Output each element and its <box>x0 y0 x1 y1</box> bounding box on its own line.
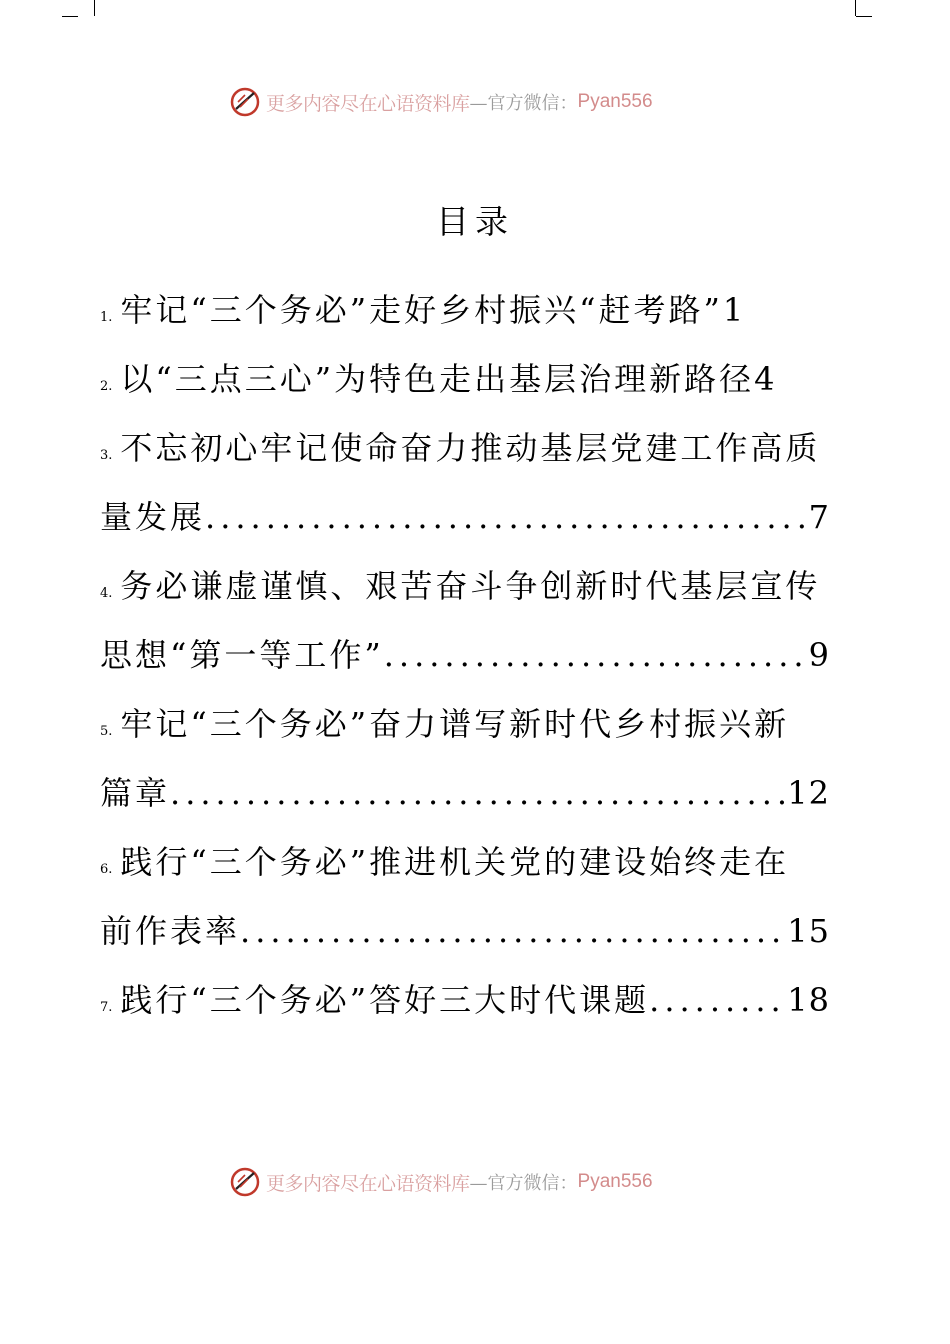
brand-logo-icon <box>228 1165 262 1199</box>
toc-title: 践行“三个务必”推进机关党的建设始终走在 <box>120 843 790 881</box>
toc-number: 3. <box>100 448 113 463</box>
toc-entry-3[interactable] <box>100 418 830 478</box>
toc-leader-dots <box>384 625 809 685</box>
toc-entry-4[interactable] <box>100 556 830 616</box>
header-account: Pyan556 <box>577 91 653 112</box>
footer-brand: 更多内容尽在心语资料库 <box>266 1172 470 1195</box>
page-title: 目录 <box>436 202 514 241</box>
toc-number: 4. <box>100 586 113 601</box>
toc-number: 7. <box>100 1000 113 1015</box>
crop-mark-top-left <box>78 0 95 16</box>
crop-mark-top-right-h <box>856 16 872 17</box>
toc-leader-dots <box>240 901 787 961</box>
footer-account: Pyan556 <box>577 1171 653 1192</box>
toc-entry-3-cont[interactable] <box>100 487 830 547</box>
toc-title: 以“三点三心”为特色走出基层治理新路径 <box>120 360 755 398</box>
toc-entry-5[interactable] <box>100 694 830 754</box>
toc-page-number: 12 <box>787 774 830 812</box>
toc-page-number: 4 <box>754 360 776 398</box>
crop-mark-top-right <box>855 0 872 16</box>
toc-title-cont: 篇章 <box>100 774 171 812</box>
toc-page-number: 9 <box>808 636 830 674</box>
toc-title-cont: 量发展 <box>100 498 206 536</box>
toc-entry-1[interactable] <box>100 280 830 340</box>
toc-number: 6. <box>100 862 113 877</box>
toc-entry-2[interactable] <box>100 349 830 409</box>
header-brand: 更多内容尽在心语资料库 <box>266 92 470 115</box>
header-separator: —官方微信： <box>469 93 578 114</box>
header-watermark <box>228 84 728 120</box>
toc-entry-7[interactable] <box>100 970 830 1030</box>
toc-entry-5-cont[interactable] <box>100 763 830 823</box>
toc-title: 牢记“三个务必”走好乡村振兴“赶考路” <box>120 291 723 329</box>
crop-mark-top-left-h <box>62 16 78 17</box>
toc-page-number: 18 <box>787 981 830 1019</box>
toc-leader-dots <box>649 970 787 1030</box>
footer-watermark <box>228 1164 728 1200</box>
toc-title: 牢记“三个务必”奋力谱写新时代乡村振兴新 <box>120 705 790 743</box>
toc-number: 5. <box>100 724 113 739</box>
footer-separator: —官方微信： <box>469 1173 578 1194</box>
toc-page-number: 7 <box>808 498 830 536</box>
toc-title: 不忘初心牢记使命奋力推动基层党建工作高质 <box>120 429 821 467</box>
toc-leader-dots <box>205 487 809 547</box>
toc-title-cont: 前作表率 <box>100 912 241 950</box>
toc-page-number: 1 <box>722 291 745 329</box>
toc-title-cont: 思想“第一等工作” <box>100 636 384 674</box>
toc-title: 务必谦虚谨慎、艰苦奋斗争创新时代基层宣传 <box>120 567 821 605</box>
brand-logo-icon <box>228 85 262 119</box>
toc-number: 2. <box>100 379 113 394</box>
toc-entry-6-cont[interactable] <box>100 901 830 961</box>
toc-entry-4-cont[interactable] <box>100 625 830 685</box>
toc-entry-6[interactable] <box>100 832 830 892</box>
toc-leader-dots <box>170 763 787 823</box>
toc-page-number: 15 <box>787 912 830 950</box>
toc-number: 1. <box>100 310 113 325</box>
toc-title: 践行“三个务必”答好三大时代课题 <box>120 981 650 1019</box>
